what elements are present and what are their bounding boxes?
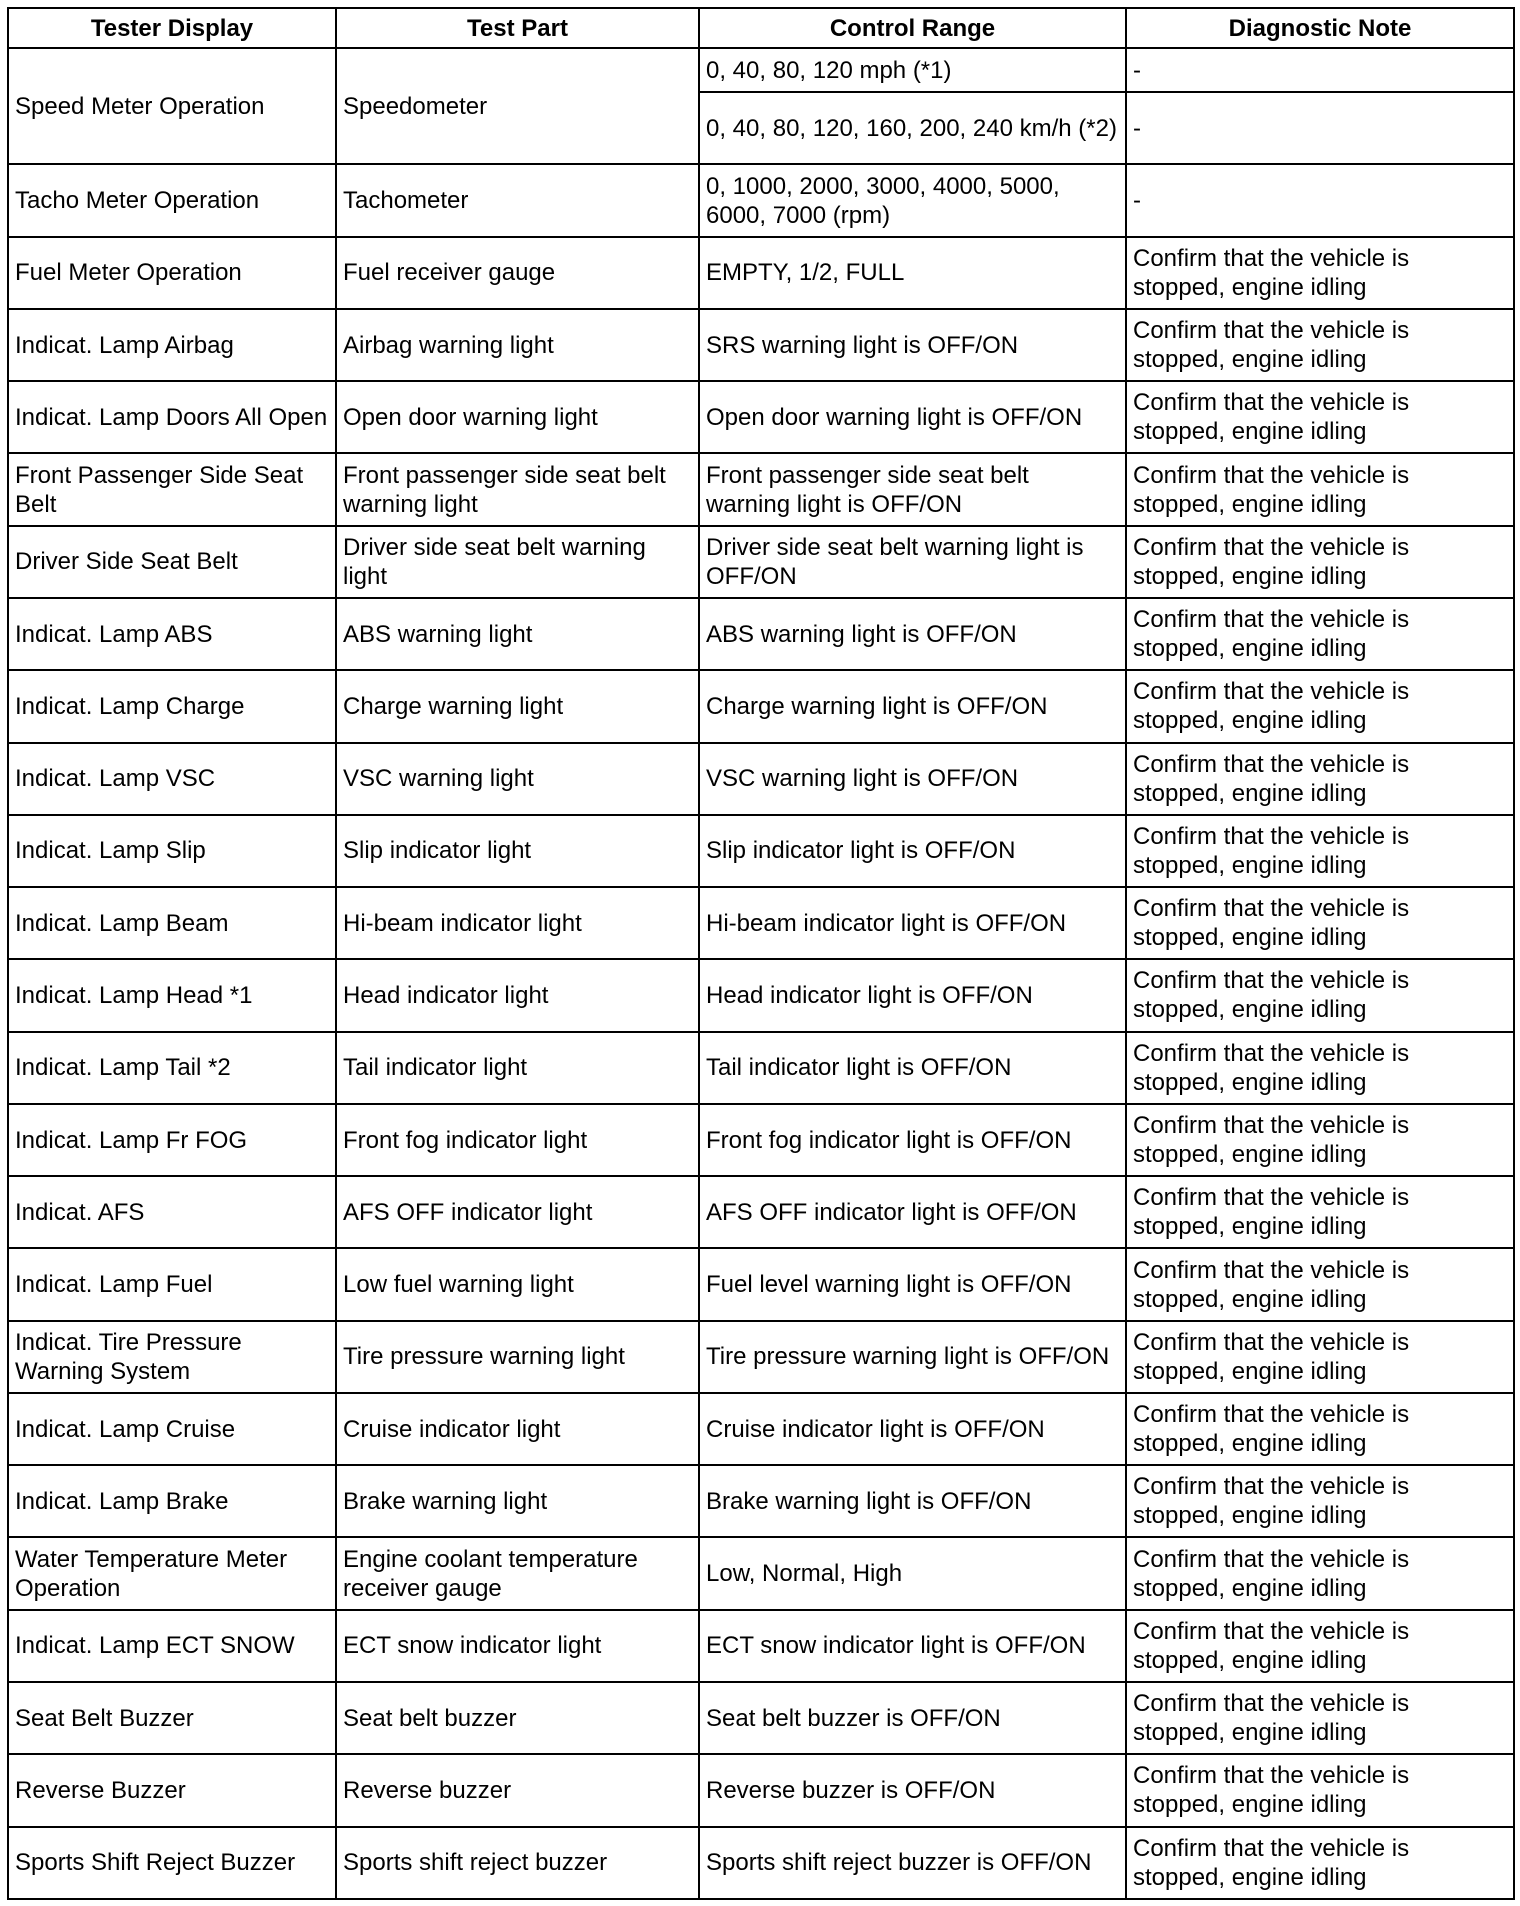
table-row — [8, 1393, 1514, 1465]
control-range-cell: 0, 1000, 2000, 3000, 4000, 5000, 6000, 7000 (rpm) — [699, 164, 1126, 236]
test-part-cell: Open door warning light — [336, 381, 699, 453]
test-part-cell: Low fuel warning light — [336, 1248, 699, 1320]
test-part-cell: Tire pressure warning light — [336, 1321, 699, 1393]
diagnostic-note-cell: Confirm that the vehicle is stopped, engine idling — [1126, 1393, 1514, 1465]
tester-display-cell: Water Temperature Meter Operation — [8, 1537, 336, 1609]
diagnostic-note-cell: Confirm that the vehicle is stopped, engine idling — [1126, 1537, 1514, 1609]
control-range-cell: Hi-beam indicator light is OFF/ON — [699, 887, 1126, 959]
control-range-cell: 0, 40, 80, 120 mph (*1) — [699, 48, 1126, 92]
control-range-cell: Charge warning light is OFF/ON — [699, 670, 1126, 742]
table-row — [8, 1176, 1514, 1248]
diagnostic-note-cell: Confirm that the vehicle is stopped, engine idling — [1126, 453, 1514, 525]
diagnostic-note-cell: Confirm that the vehicle is stopped, engine idling — [1126, 815, 1514, 887]
table-row — [8, 1827, 1514, 1899]
diagnostic-note-cell: Confirm that the vehicle is stopped, engine idling — [1126, 1682, 1514, 1754]
diagnostic-note-cell: Confirm that the vehicle is stopped, engine idling — [1126, 887, 1514, 959]
header-test-part: Test Part — [336, 8, 699, 48]
diagnostic-note-cell: Confirm that the vehicle is stopped, engine idling — [1126, 743, 1514, 815]
tester-display-cell: Front Passenger Side Seat Belt — [8, 453, 336, 525]
tester-display-cell: Indicat. Lamp Brake — [8, 1465, 336, 1537]
test-part-cell: Hi-beam indicator light — [336, 887, 699, 959]
tester-display-cell: Indicat. Lamp Doors All Open — [8, 381, 336, 453]
table-row — [8, 1682, 1514, 1754]
diagnostic-note-cell: Confirm that the vehicle is stopped, engine idling — [1126, 598, 1514, 670]
test-part-cell: Driver side seat belt warning light — [336, 526, 699, 598]
tester-display-cell: Reverse Buzzer — [8, 1754, 336, 1826]
test-part-cell: Front passenger side seat belt warning light — [336, 453, 699, 525]
diagnostic-note-cell: Confirm that the vehicle is stopped, engine idling — [1126, 1248, 1514, 1320]
diagnostic-note-cell: Confirm that the vehicle is stopped, engine idling — [1126, 1176, 1514, 1248]
tester-display-cell: Indicat. AFS — [8, 1176, 336, 1248]
table-row — [8, 309, 1514, 381]
table-row — [8, 1321, 1514, 1393]
test-part-cell: Head indicator light — [336, 959, 699, 1031]
test-part-cell: Speedometer — [336, 48, 699, 164]
diagnostic-note-cell: Confirm that the vehicle is stopped, engine idling — [1126, 1754, 1514, 1826]
diagnostic-note-cell: Confirm that the vehicle is stopped, engine idling — [1126, 670, 1514, 742]
control-range-cell: Low, Normal, High — [699, 1537, 1126, 1609]
diagnostic-note-cell: Confirm that the vehicle is stopped, engine idling — [1126, 1827, 1514, 1899]
tester-display-cell: Indicat. Lamp Beam — [8, 887, 336, 959]
table-row — [8, 670, 1514, 742]
table-row — [8, 381, 1514, 453]
table-row — [8, 887, 1514, 959]
table-row — [8, 743, 1514, 815]
diagnostic-note-cell: Confirm that the vehicle is stopped, engine idling — [1126, 237, 1514, 309]
table-body — [8, 48, 1514, 1899]
test-part-cell: Airbag warning light — [336, 309, 699, 381]
tester-display-cell: Indicat. Lamp VSC — [8, 743, 336, 815]
diagnostic-note-cell: - — [1126, 48, 1514, 92]
table-row — [8, 453, 1514, 525]
control-range-cell: Brake warning light is OFF/ON — [699, 1465, 1126, 1537]
tester-display-cell: Indicat. Lamp Cruise — [8, 1393, 336, 1465]
test-part-cell: Brake warning light — [336, 1465, 699, 1537]
test-part-cell: Charge warning light — [336, 670, 699, 742]
tester-display-cell: Indicat. Lamp ABS — [8, 598, 336, 670]
tester-display-cell: Indicat. Lamp Head *1 — [8, 959, 336, 1031]
table-row — [8, 164, 1514, 236]
tester-display-cell: Driver Side Seat Belt — [8, 526, 336, 598]
tester-display-cell: Speed Meter Operation — [8, 48, 336, 164]
tester-display-cell: Seat Belt Buzzer — [8, 1682, 336, 1754]
tester-display-cell: Indicat. Lamp Fr FOG — [8, 1104, 336, 1176]
test-part-cell: Engine coolant temperature receiver gauge — [336, 1537, 699, 1609]
table-row — [8, 959, 1514, 1031]
table-header — [8, 8, 1514, 48]
table-row — [8, 526, 1514, 598]
control-range-cell: SRS warning light is OFF/ON — [699, 309, 1126, 381]
control-range-cell: Fuel level warning light is OFF/ON — [699, 1248, 1126, 1320]
control-range-cell: ABS warning light is OFF/ON — [699, 598, 1126, 670]
control-range-cell: Tire pressure warning light is OFF/ON — [699, 1321, 1126, 1393]
tester-display-cell: Indicat. Lamp ECT SNOW — [8, 1610, 336, 1682]
control-range-cell: Seat belt buzzer is OFF/ON — [699, 1682, 1126, 1754]
diagnostic-note-cell: Confirm that the vehicle is stopped, engine idling — [1126, 526, 1514, 598]
tester-display-cell: Indicat. Lamp Tail *2 — [8, 1032, 336, 1104]
diagnostic-note-cell: Confirm that the vehicle is stopped, engine idling — [1126, 309, 1514, 381]
table-row — [8, 1248, 1514, 1320]
test-part-cell: Sports shift reject buzzer — [336, 1827, 699, 1899]
table-row — [8, 1610, 1514, 1682]
control-range-cell: Tail indicator light is OFF/ON — [699, 1032, 1126, 1104]
table-row — [8, 1465, 1514, 1537]
tester-display-cell: Fuel Meter Operation — [8, 237, 336, 309]
active-test-table — [7, 7, 1515, 1900]
table-row — [8, 815, 1514, 887]
test-part-cell: Tail indicator light — [336, 1032, 699, 1104]
test-part-cell: Cruise indicator light — [336, 1393, 699, 1465]
table-row — [8, 1032, 1514, 1104]
control-range-cell: Slip indicator light is OFF/ON — [699, 815, 1126, 887]
control-range-cell: Cruise indicator light is OFF/ON — [699, 1393, 1126, 1465]
control-range-cell: ECT snow indicator light is OFF/ON — [699, 1610, 1126, 1682]
control-range-cell: VSC warning light is OFF/ON — [699, 743, 1126, 815]
diagnostic-note-cell: Confirm that the vehicle is stopped, engine idling — [1126, 1104, 1514, 1176]
tester-display-cell: Indicat. Lamp Slip — [8, 815, 336, 887]
test-part-cell: Reverse buzzer — [336, 1754, 699, 1826]
table-row — [8, 1754, 1514, 1826]
control-range-cell: Front passenger side seat belt warning light is OFF/ON — [699, 453, 1126, 525]
diagnostic-note-cell: Confirm that the vehicle is stopped, engine idling — [1126, 1465, 1514, 1537]
test-part-cell: Fuel receiver gauge — [336, 237, 699, 309]
diagnostic-note-cell: Confirm that the vehicle is stopped, engine idling — [1126, 381, 1514, 453]
tester-display-cell: Indicat. Lamp Fuel — [8, 1248, 336, 1320]
control-range-cell: Head indicator light is OFF/ON — [699, 959, 1126, 1031]
test-part-cell: ECT snow indicator light — [336, 1610, 699, 1682]
header-diagnostic-note: Diagnostic Note — [1126, 8, 1514, 48]
tester-display-cell: Indicat. Lamp Airbag — [8, 309, 336, 381]
table-row — [8, 1537, 1514, 1609]
table-row — [8, 237, 1514, 309]
diagnostic-note-cell: Confirm that the vehicle is stopped, engine idling — [1126, 959, 1514, 1031]
test-part-cell: Tachometer — [336, 164, 699, 236]
test-part-cell: AFS OFF indicator light — [336, 1176, 699, 1248]
control-range-cell: Driver side seat belt warning light is OFF/ON — [699, 526, 1126, 598]
diagnostic-note-cell: Confirm that the vehicle is stopped, engine idling — [1126, 1610, 1514, 1682]
tester-display-cell: Indicat. Lamp Charge — [8, 670, 336, 742]
diagnostic-note-cell: Confirm that the vehicle is stopped, engine idling — [1126, 1032, 1514, 1104]
control-range-cell: AFS OFF indicator light is OFF/ON — [699, 1176, 1126, 1248]
header-tester-display: Tester Display — [8, 8, 336, 48]
table-row — [8, 598, 1514, 670]
tester-display-cell: Sports Shift Reject Buzzer — [8, 1827, 336, 1899]
test-part-cell: ABS warning light — [336, 598, 699, 670]
tester-display-cell: Indicat. Tire Pressure Warning System — [8, 1321, 336, 1393]
diagnostic-note-cell: - — [1126, 92, 1514, 164]
tester-display-cell: Tacho Meter Operation — [8, 164, 336, 236]
control-range-cell: Sports shift reject buzzer is OFF/ON — [699, 1827, 1126, 1899]
test-part-cell: Slip indicator light — [336, 815, 699, 887]
test-part-cell: Front fog indicator light — [336, 1104, 699, 1176]
table-row — [8, 1104, 1514, 1176]
diagnostic-note-cell: - — [1126, 164, 1514, 236]
control-range-cell: Front fog indicator light is OFF/ON — [699, 1104, 1126, 1176]
header-row — [8, 8, 1514, 48]
test-part-cell: Seat belt buzzer — [336, 1682, 699, 1754]
control-range-cell: Open door warning light is OFF/ON — [699, 381, 1126, 453]
diagnostic-note-cell: Confirm that the vehicle is stopped, engine idling — [1126, 1321, 1514, 1393]
header-control-range: Control Range — [699, 8, 1126, 48]
control-range-cell: EMPTY, 1/2, FULL — [699, 237, 1126, 309]
table-row — [8, 48, 1514, 92]
control-range-cell: Reverse buzzer is OFF/ON — [699, 1754, 1126, 1826]
test-part-cell: VSC warning light — [336, 743, 699, 815]
control-range-cell: 0, 40, 80, 120, 160, 200, 240 km/h (*2) — [699, 92, 1126, 164]
